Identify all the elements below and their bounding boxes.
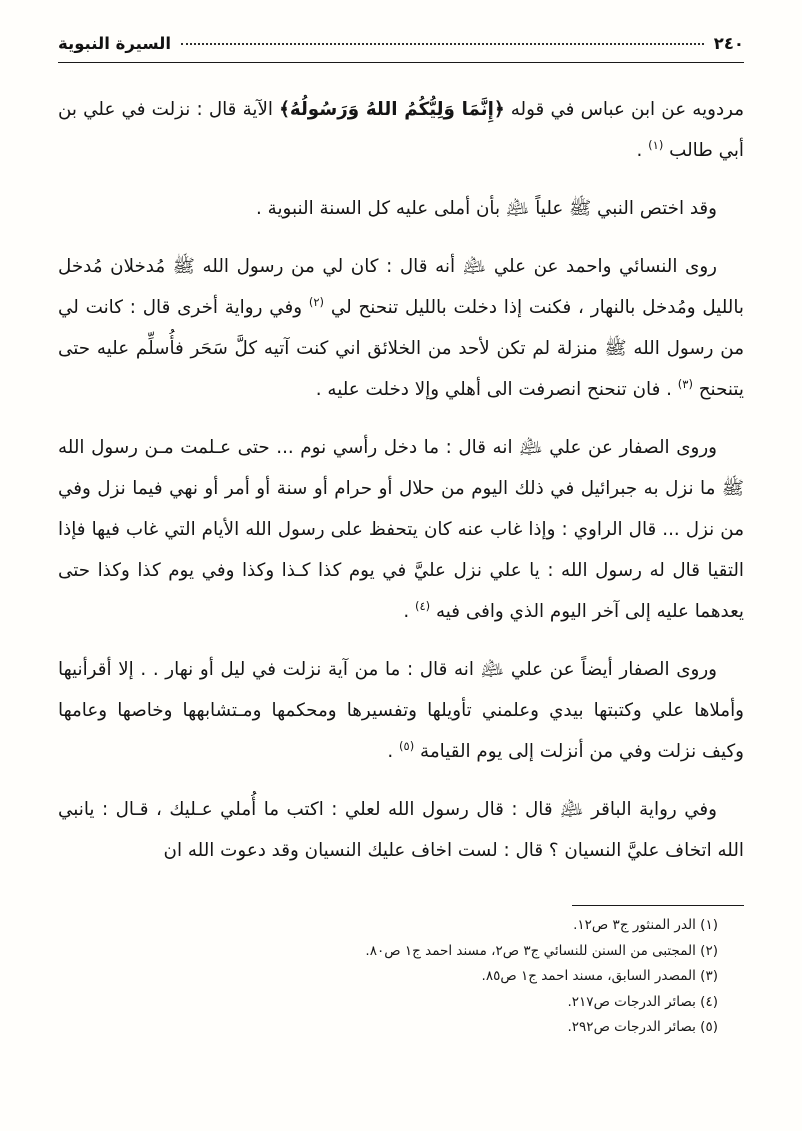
paragraph-text: مردويه عن ابن عباس في قوله bbox=[504, 99, 745, 120]
footnotes-section bbox=[58, 905, 744, 1041]
footnote-separator bbox=[572, 905, 744, 906]
body-paragraph: وروى الصفار أيضاً عن علي ﵇ انه قال : ما من آية نزلت في ليل أو نهار . . إلا أقرأنيها وأملاها علي وكتبتها بيدي وعلمني تأويلها وتفسيرها ومحكمها ومـتشابهها وخاصها وعامها وكيف نزلت وفي من أنزلت إلى يوم القيامة $^{(٥)}$ . bbox=[58, 659, 744, 762]
footnote: (٣) المصدر السابق، مسند احمد ج١ ص٨٥. bbox=[481, 968, 718, 984]
body-paragraph bbox=[58, 89, 744, 171]
page-number: ٢٤٠ bbox=[713, 34, 744, 53]
quran-quote: ﴿إِنَّمَا وَلِيُّكُمُ اللهُ وَرَسُولُهُ﴾ bbox=[279, 99, 505, 120]
footnote: (٢) المجتبى من السنن للنسائي ج٣ ص٢، مسند احمد ج١ ص٨٠. bbox=[365, 942, 718, 959]
body-paragraph: وقد اختص النبي ﷺ علياً ﵇ بأن أملى عليه كل السنة النبوية . bbox=[256, 198, 717, 219]
paragraph-text: الآية قال : نزلت في علي بن أبي طالب $^{(١)}$ . bbox=[58, 99, 744, 161]
dot-leader bbox=[181, 43, 704, 45]
footnote: (١) الدر المنثور ج٣ ص١٢. bbox=[573, 917, 718, 933]
footnote: (٤) بصائر الدرجات ص٢١٧. bbox=[567, 993, 718, 1010]
header-rule bbox=[58, 62, 744, 63]
body-paragraph: روى النسائي واحمد عن علي ﵇ أنه قال : كان لي من رسول الله ﷺ مُدخلان مُدخل بالليل ومُدخل بالنهار ، فكنت إذا دخلت بالليل تنحنح لي $^{(٢)}$ وفي رواية أخرى قال : كانت لي من رسول الله ﷺ منزلة لم تكن لأحد من الخلائق اني كنت آتيه كلَّ سَحَر فأُسلِّم عليه حتى يتنحنح $^{(٣)}$ . فان تنحنح انصرفت الى أهلي وإلا دخلت عليه . bbox=[58, 256, 744, 400]
page-body bbox=[58, 89, 744, 871]
book-title: السيرة النبوية bbox=[58, 34, 171, 53]
page-header bbox=[58, 34, 744, 53]
body-paragraph: وروى الصفار عن علي ﵇ انه قال : ما دخل رأسي نوم ... حتى عـلمت مـن رسول الله ﷺ ما نزل به جبرائيل في ذلك اليوم من حلال أو حرام أو سنة أو أمر أو نهي فيما نزل وفي من نزل ... قال الراوي : وإذا غاب عنه كان يتحفظ على رسول الله الأيام التي غاب فيها فإذا التقيا قال له رسول الله : يا علي نزل عليَّ في يوم كذا كـذا وكذا وفي يوم كذا وكذا حتى يعدهما عليه إلى آخر اليوم الذي وافى فيه $^{(٤)}$ . bbox=[58, 437, 744, 622]
body-paragraph: وفي رواية الباقر ﵇ قال : قال رسول الله لعلي : اكتب ما أُملي عـليك ، قـال : يانبي الله اتخاف عليَّ النسيان ؟ قال : لست اخاف عليك النسيان وقد دعوت الله ان bbox=[58, 799, 744, 861]
footnote: (٥) بصائر الدرجات ص٢٩٢. bbox=[567, 1019, 718, 1035]
